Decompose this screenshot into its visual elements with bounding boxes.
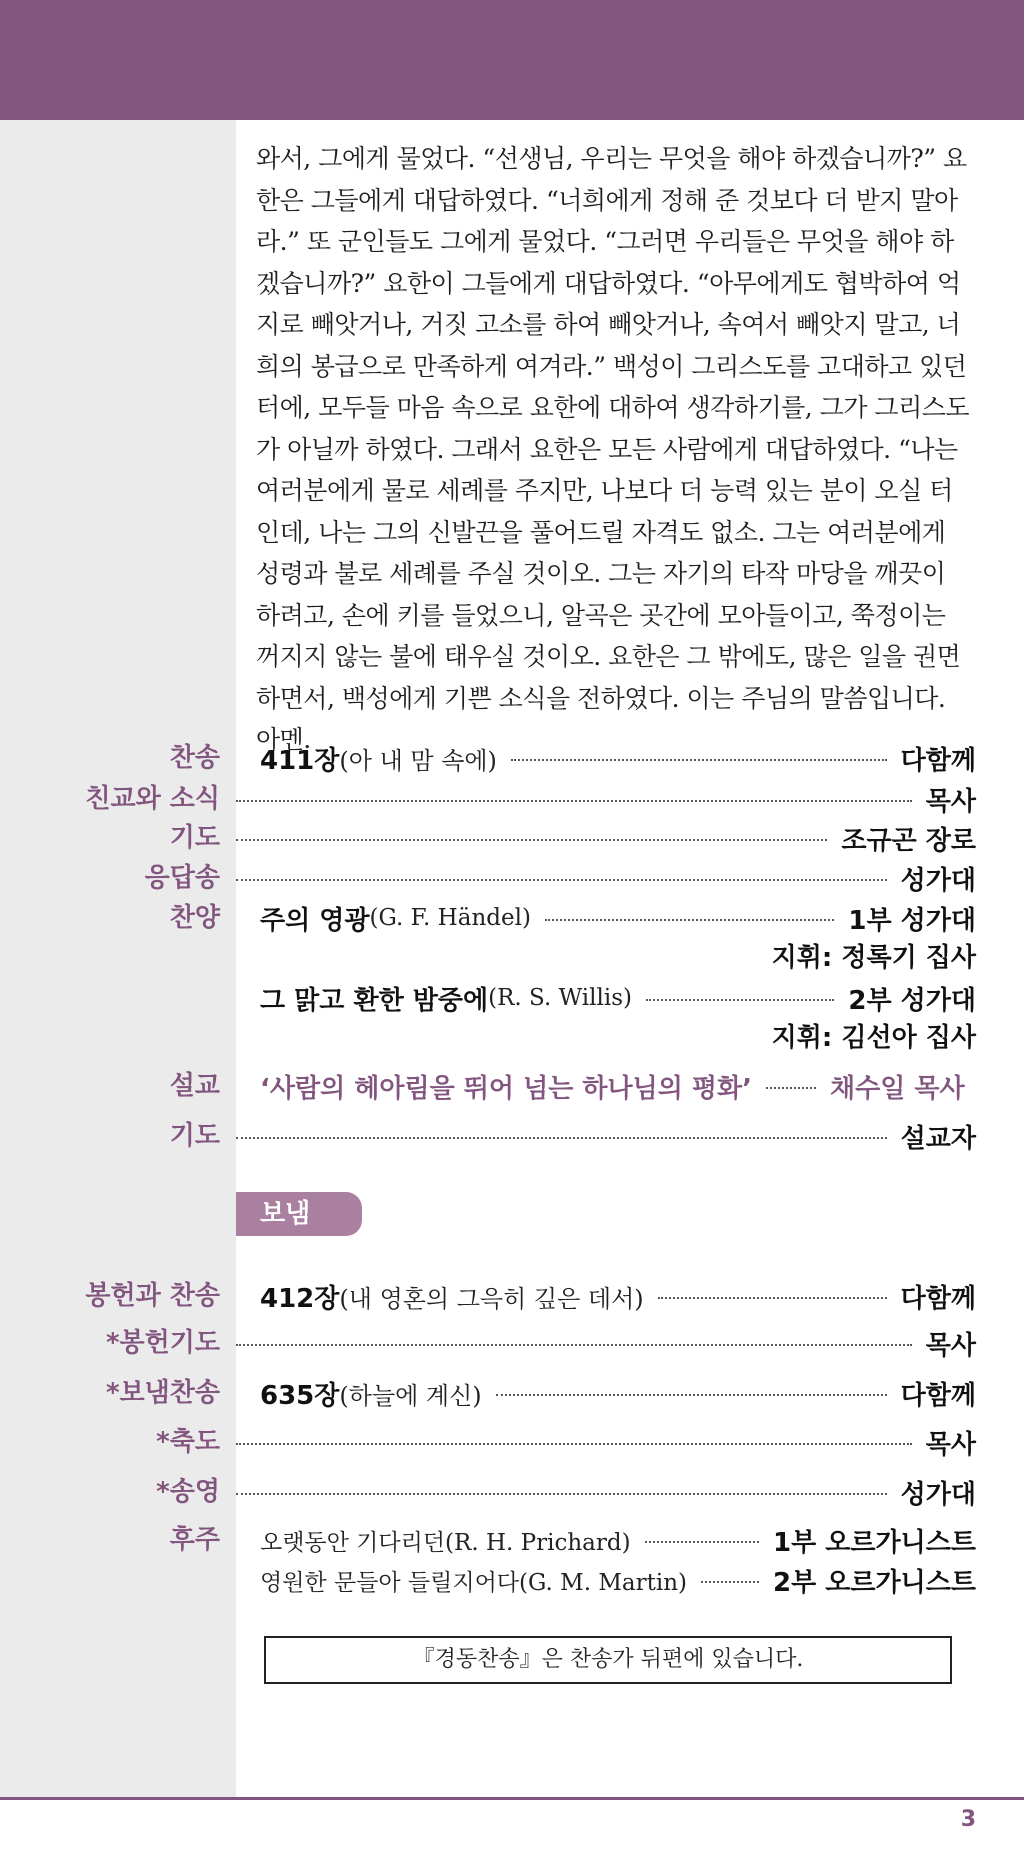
order-row-sermon bbox=[0, 1066, 1024, 1106]
hymn-title: (아 내 맘 속에) bbox=[339, 746, 497, 775]
performer: 목사 bbox=[925, 1429, 976, 1460]
order-row-prayer-2 bbox=[0, 1116, 1024, 1156]
hymn-title: (내 영혼의 그윽히 깊은 데서) bbox=[339, 1284, 644, 1313]
leader-dots bbox=[658, 1297, 887, 1299]
hymn-title: (하늘에 계신) bbox=[339, 1381, 482, 1410]
performer: 다함께 bbox=[900, 1283, 976, 1314]
leader-dots bbox=[236, 1443, 912, 1445]
header-band bbox=[0, 0, 1024, 120]
leader-dots bbox=[701, 1581, 759, 1583]
conductor: 지휘: 김선아 집사 bbox=[771, 1023, 976, 1053]
order-label: *송영 bbox=[156, 1477, 220, 1507]
order-row-offering-prayer bbox=[0, 1323, 1024, 1363]
order-row-conductor-1 bbox=[0, 938, 1024, 978]
sermon-title: ‘사람의 헤아림을 뛰어 넘는 하나님의 평화’ bbox=[260, 1073, 752, 1104]
leader-dots bbox=[236, 1137, 887, 1139]
leader-dots bbox=[236, 879, 887, 881]
performer: 2부 성가대 bbox=[848, 985, 976, 1016]
order-row-doxology bbox=[0, 1472, 1024, 1512]
anthem-title: 그 맑고 환한 밤중에 bbox=[260, 985, 489, 1016]
leader-dots bbox=[496, 1394, 887, 1396]
hymn-number: 412장 bbox=[260, 1283, 340, 1314]
order-row-anthem-1 bbox=[0, 898, 1024, 938]
order-row-postlude-2 bbox=[0, 1560, 1024, 1600]
preacher: 채수일 목사 bbox=[830, 1073, 965, 1104]
order-row-hymn bbox=[0, 738, 1024, 778]
anthem-composer: (R. S. Willis) bbox=[488, 985, 633, 1011]
order-label: 기도 bbox=[169, 1121, 220, 1151]
performer: 목사 bbox=[925, 786, 976, 817]
footer-rule bbox=[0, 1797, 1024, 1800]
leader-dots bbox=[766, 1087, 816, 1089]
order-label: 봉헌과 찬송 bbox=[85, 1281, 220, 1311]
order-row-prayer bbox=[0, 818, 1024, 858]
scripture-text: 와서, 그에게 물었다. “선생님, 우리는 무엇을 해야 하겠습니까?” 요한은 그들에게 대답하였다. “너희에게 정해 준 것보다 더 받지 말아라.” 또 군인들도 그에게 물었다. “그러면 우리들은 무엇을 해야 하겠습니까?” 요한이 그들에게 대답하였다. “아무에게도 협박하여 억지로 빼앗거나, 거짓 고소를 하여 빼앗거나, 속여서 빼앗지 말고, 너희의 봉급으로 만족하게 여겨라.” 백성이 그리스도를 고대하고 있던 터에, 모두들 마음 속으로 요한에 대하여 생각하기를, 그가 그리스도가 아닐까 하였다. 그래서 요한은 모든 사람에게 대답하였다. “나는 여러분에게 물로 세례를 주지만, 나보다 더 능력 있는 분이 오실 터인데, 나는 그의 신발끈을 풀어드릴 자격도 없소. 그는 여러분에게 성령과 불로 세례를 주실 것이오. 그는 자기의 타작 마당을 깨끗이 하려고, 손에 키를 들었으니, 알곡은 곳간에 모아들이고, 쭉정이는 꺼지지 않는 불에 태우실 것이오. 요한은 그 밖에도, 많은 일을 권면하면서, 백성에게 기쁜 소식을 전하였다. 이는 주님의 말씀입니다. 아멘. bbox=[256, 144, 970, 754]
performer: 1부 오르가니스트 bbox=[773, 1527, 976, 1558]
order-row-sending-hymn bbox=[0, 1373, 1024, 1413]
performer: 2부 오르가니스트 bbox=[773, 1567, 976, 1598]
performer: 1부 성가대 bbox=[848, 905, 976, 936]
order-row-offering bbox=[0, 1276, 1024, 1316]
order-label: *보냄찬송 bbox=[105, 1378, 220, 1408]
performer: 다함께 bbox=[900, 745, 976, 776]
performer: 성가대 bbox=[900, 1479, 976, 1510]
anthem-composer: (G. F. Händel) bbox=[369, 905, 531, 931]
hymnal-notice: 『경동찬송』은 찬송가 뒤편에 있습니다. bbox=[264, 1636, 952, 1684]
performer: 설교자 bbox=[900, 1123, 976, 1154]
postlude-title: 영원한 문들아 들릴지어다(G. M. Martin) bbox=[260, 1569, 687, 1596]
leader-dots bbox=[646, 999, 834, 1001]
page-number: 3 bbox=[960, 1807, 976, 1832]
order-row-response bbox=[0, 858, 1024, 898]
order-row-benediction bbox=[0, 1422, 1024, 1462]
order-label: 기도 bbox=[169, 823, 220, 853]
leader-dots bbox=[545, 919, 834, 921]
order-label: 후주 bbox=[169, 1525, 220, 1555]
section-tab-sending: 보냄 bbox=[236, 1192, 362, 1236]
order-label: 찬송 bbox=[169, 743, 220, 773]
leader-dots bbox=[236, 1344, 912, 1346]
order-row-fellowship bbox=[0, 779, 1024, 819]
order-label: 친교와 소식 bbox=[85, 784, 220, 814]
order-row-anthem-2 bbox=[0, 978, 1024, 1018]
order-row-postlude-1 bbox=[0, 1520, 1024, 1560]
hymn-number: 411장 bbox=[260, 745, 340, 776]
leader-dots bbox=[236, 1493, 887, 1495]
performer: 성가대 bbox=[900, 865, 976, 896]
performer: 목사 bbox=[925, 1330, 976, 1361]
order-label: *봉헌기도 bbox=[105, 1328, 220, 1358]
leader-dots bbox=[645, 1541, 759, 1543]
leader-dots bbox=[511, 759, 887, 761]
hymn-number: 635장 bbox=[260, 1380, 340, 1411]
anthem-title: 주의 영광 bbox=[260, 905, 370, 936]
leader-dots bbox=[236, 839, 827, 841]
order-label: 찬양 bbox=[169, 903, 220, 933]
performer: 다함께 bbox=[900, 1380, 976, 1411]
postlude-title: 오랫동안 기다리던(R. H. Prichard) bbox=[260, 1529, 631, 1556]
order-label: 응답송 bbox=[144, 863, 220, 893]
order-row-conductor-2 bbox=[0, 1018, 1024, 1058]
order-label: 설교 bbox=[169, 1071, 220, 1101]
conductor: 지휘: 정록기 집사 bbox=[771, 943, 976, 973]
performer: 조규곤 장로 bbox=[841, 825, 976, 856]
leader-dots bbox=[236, 800, 912, 802]
order-label: *축도 bbox=[156, 1427, 220, 1457]
